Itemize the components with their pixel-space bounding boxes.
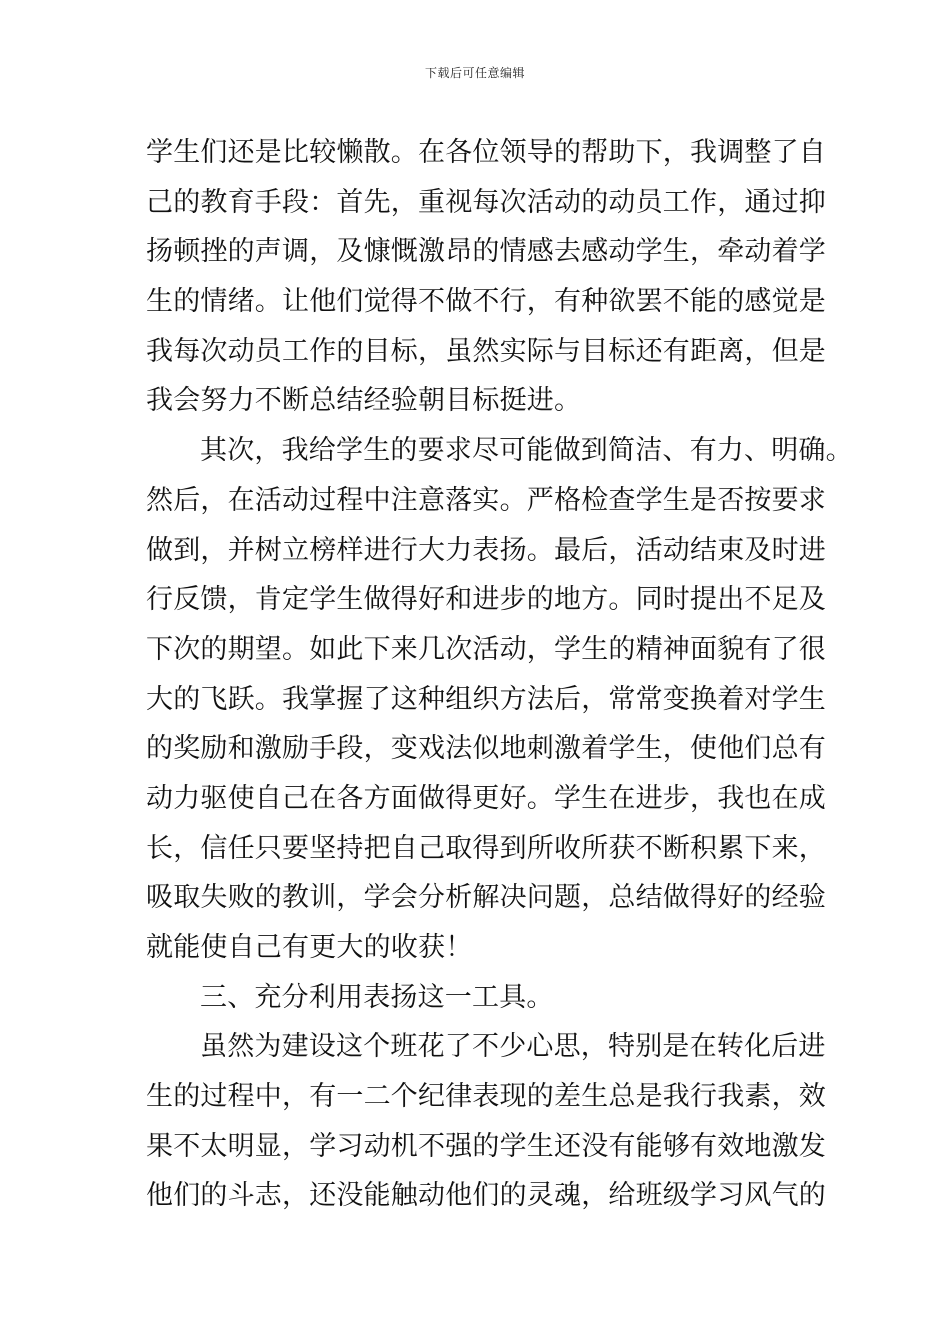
text-line: 生的情绪。让他们觉得不做不行，有种欲罢不能的感觉是 xyxy=(146,286,826,318)
text-line: 做到，并树立榜样进行大力表扬。最后，活动结束及时进 xyxy=(146,534,826,566)
text-line: 果不太明显，学习动机不强的学生还没有能够有效地激发 xyxy=(146,1130,826,1162)
text-line: 吸取失败的教训，学会分析解决问题，总结做得好的经验 xyxy=(146,882,826,914)
text-line: 长，信任只要坚持把自己取得到所收所获不断积累下来， xyxy=(146,832,826,864)
text-line: 其次，我给学生的要求尽可能做到简洁、有力、明确。 xyxy=(200,435,853,467)
text-line: 他们的斗志，还没能触动他们的灵魂，给班级学习风气的 xyxy=(146,1180,826,1212)
text-line: 我会努力不断总结经验朝目标挺进。 xyxy=(146,385,582,417)
text-line: 生的过程中，有一二个纪律表现的差生总是我行我素，效 xyxy=(146,1081,826,1113)
text-line: 行反馈，肯定学生做得好和进步的地方。同时提出不足及 xyxy=(146,584,826,616)
text-line: 己的教育手段：首先，重视每次活动的动员工作，通过抑 xyxy=(146,186,826,218)
text-line: 的奖励和激励手段，变戏法似地刺激着学生，使他们总有 xyxy=(146,733,826,765)
text-line: 我每次动员工作的目标，虽然实际与目标还有距离，但是 xyxy=(146,335,826,367)
text-line: 动力驱使自己在各方面做得更好。学生在进步，我也在成 xyxy=(146,782,826,814)
page-header: 下载后可任意编辑 xyxy=(424,66,525,80)
text-line: 扬顿挫的声调，及慷慨激昂的情感去感动学生，牵动着学 xyxy=(146,236,826,268)
document-body xyxy=(146,128,853,1221)
text-line: 三、充分利用表扬这一工具。 xyxy=(200,981,554,1013)
text-line: 就能使自己有更大的收获！ xyxy=(146,932,473,963)
text-line: 大的飞跃。我掌握了这种组织方法后，常常变换着对学生 xyxy=(146,683,826,715)
text-line: 学生们还是比较懒散。在各位领导的帮助下，我调整了自 xyxy=(146,137,826,168)
text-line: 虽然为建设这个班花了不少心思，特别是在转化后进 xyxy=(200,1031,826,1063)
text-line: 下次的期望。如此下来几次活动，学生的精神面貌有了很 xyxy=(146,633,826,665)
text-line: 然后，在活动过程中注意落实。严格检查学生是否按要求 xyxy=(146,484,826,516)
